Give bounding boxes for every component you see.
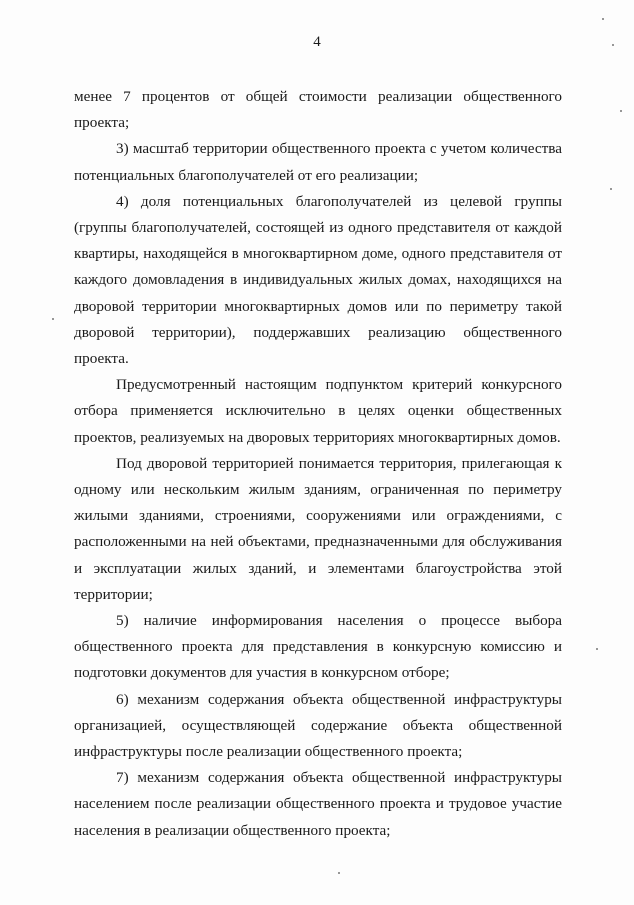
paragraph-definition: Под дворовой территорией понимается территория, прилегающая к одному или нескольким жилым зданиям, ограниченная по периметру жилыми зданиями, строениями, сооружениями или ограждениями, с расположенными на ней объектами, предназначенными для обслуживания и эксплуатации жилых зданий, и элементами благоустройства этой территории; — [74, 454, 562, 603]
scan-speck — [620, 110, 622, 112]
document-body — [74, 84, 562, 844]
paragraph-item-4: 4) доля потенциальных благополучателей из целевой группы (группы благополучателей, состоящей из одного представителя от каждой квартиры, находящейся в многоквартирном доме, одного представителя от каждого домовладения в индивидуальных жилых домах, находящихся на дворовой территории многоквартирных домов или по периметру такой дворовой территории), поддержавших реализацию общественного проекта. — [74, 192, 562, 368]
scan-speck — [612, 44, 614, 46]
scan-speck — [338, 872, 340, 874]
scan-speck — [610, 188, 612, 190]
paragraph-criterion-note: Предусмотренный настоящим подпунктом критерий конкурсного отбора применяется исключительно в целях оценки общественных проектов, реализуемых на дворовых территориях многоквартирных домов. — [74, 376, 562, 446]
scan-speck — [596, 648, 598, 650]
scan-speck — [52, 318, 54, 320]
paragraph-item-5: 5) наличие информирования населения о процессе выбора общественного проекта для представления в конкурсную комиссию и подготовки документов для участия в конкурсном отборе; — [74, 612, 562, 682]
paragraph-item-6: 6) механизм содержания объекта общественной инфраструктуры организацией, осуществляющей содержание объекта общественной инфраструктуры после реализации общественного проекта; — [74, 690, 562, 761]
paragraph-continuation: менее 7 процентов от общей стоимости реализации общественного проекта; — [74, 88, 562, 132]
paragraph-item-7: 7) механизм содержания объекта общественной инфраструктуры населением после реализации общественного проекта и трудовое участие населения в реализации общественного проекта; — [74, 769, 562, 839]
paragraph-item-3: 3) масштаб территории общественного проекта с учетом количества потенциальных благополучателей от его реализации; — [74, 140, 562, 184]
page-number: 4 — [313, 34, 321, 50]
scan-speck — [602, 18, 604, 20]
